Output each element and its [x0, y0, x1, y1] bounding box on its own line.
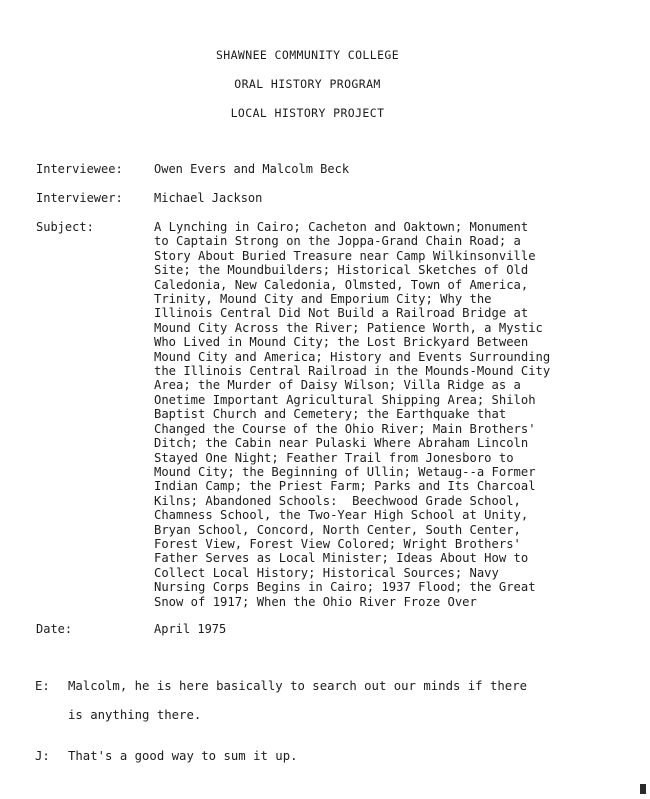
college-name-heading: SHAWNEE COMMUNITY COLLEGE [215, 48, 400, 62]
speaker-e-marker: E: [35, 679, 50, 693]
program-name-heading: ORAL HISTORY PROGRAM [234, 77, 381, 91]
interviewer-label: Interviewer: [36, 191, 123, 205]
speaker-e-line-2: is anything there. [68, 708, 202, 722]
interviewer-value: Michael Jackson [154, 191, 263, 205]
speaker-e-line-1: Malcolm, he is here basically to search out our minds if there [68, 679, 528, 693]
project-name-heading: LOCAL HISTORY PROJECT [230, 106, 385, 120]
date-label: Date: [36, 622, 73, 636]
subject-text: A Lynching in Cairo; Cacheton and Oaktown; Monument to Captain Strong on the Joppa-Grand Chain Road; a Story About Buried Treasure near Camp Wilkinsonville Site; the Moundbuilders; Historical Sketches of Old Caledonia, New Caledonia, Olmsted, Town of America, Trinity, Mound City and Emporium City; Why the Illinois Central Did Not Build a Railroad Bridge at Mound City Across the River; Patience Worth, a Mystic Who Lived in Mound City; the Lost Brickyard Between Mound City and America; History and Events Surrounding the Illinois Central Railroad in the Mounds-Mound City Area; the Murder of Daisy Wilson; Villa Ridge as a Onetime Important Agricultural Shipping Area; Shiloh Baptist Church and Cemetery; the Earthquake that Changed the Course of the Ohio River; Main Brothers' Ditch; the Cabin near Pulaski Where Abraham Lincoln Stayed One Night; Feather Trail from Jonesboro to Mound City; the Beginning of Ullin; Wetaug--a Former Indian Camp; the Priest Farm; Parks and Its Charcoal Kilns; Abandoned Schools: Beechwood Grade School, Chamness School, the Two-Year High School at Unity, Bryan School, Concord, North Center, South Center, Forest View, Forest View Colored; Wright Brothers' Father Serves as Local Minister; Ideas About How to Collect Local History; Historical Sources; Navy Nursing Corps Begins in Cairo; 1937 Flood; the Great Snow of 1917; When the Ohio River Froze Over [154, 220, 551, 609]
speaker-j-marker: J: [35, 749, 50, 763]
date-value: April 1975 [154, 622, 227, 636]
subject-label: Subject: [36, 220, 94, 234]
scan-edge-mark [640, 784, 646, 794]
speaker-j-line-1: That's a good way to sum it up. [68, 749, 298, 763]
interviewee-value: Owen Evers and Malcolm Beck [154, 162, 350, 176]
interviewee-label: Interviewee: [36, 162, 123, 176]
